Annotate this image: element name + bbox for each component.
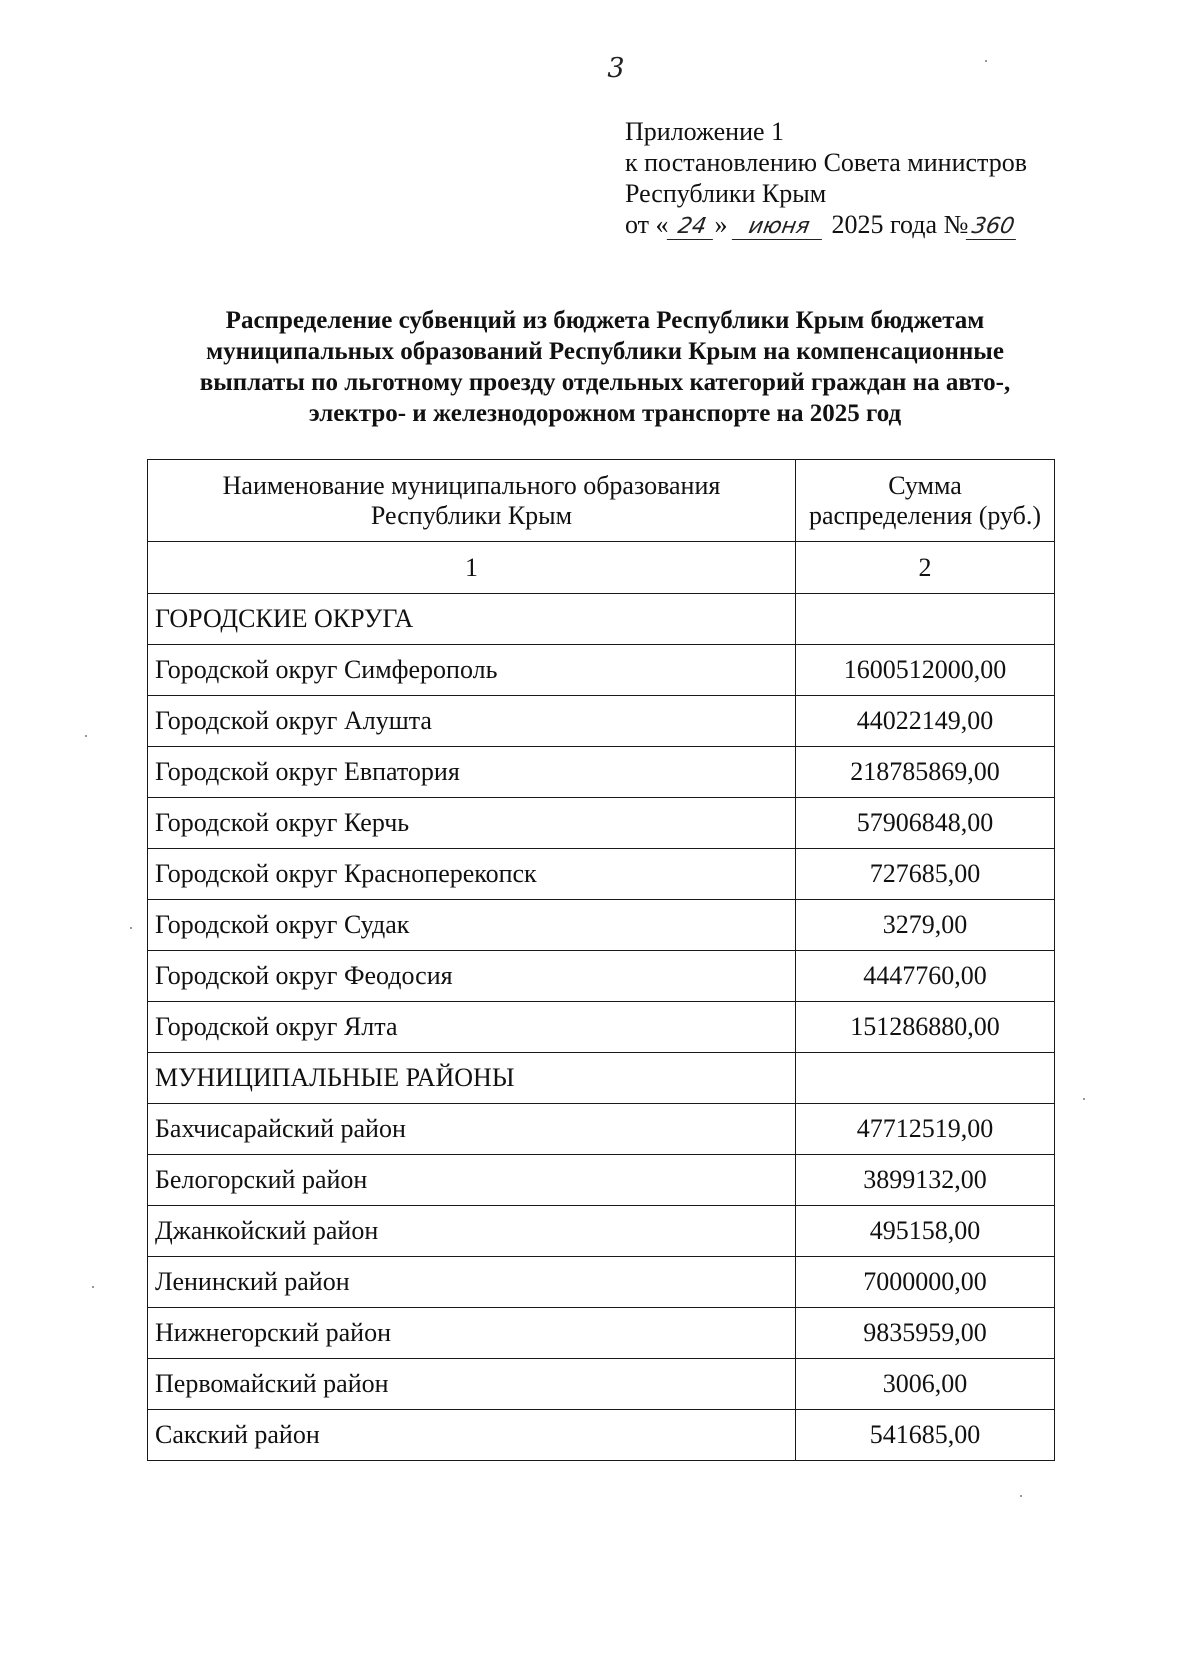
header-amount-cell bbox=[796, 460, 1055, 542]
page-number: 3 bbox=[607, 53, 625, 84]
municipality-name: Городской округ Феодосия bbox=[148, 951, 796, 1002]
appendix-date-line bbox=[625, 209, 1145, 240]
table-row bbox=[148, 645, 1055, 696]
handwritten-number: 360 bbox=[966, 215, 1020, 240]
table-row bbox=[148, 1359, 1055, 1410]
scan-speck bbox=[1083, 1098, 1085, 1100]
title-line: выплаты по льготному проезду отдельных категорий граждан на авто-, bbox=[199, 369, 1011, 396]
document-title bbox=[140, 305, 1070, 429]
handwritten-month: июня bbox=[731, 215, 825, 240]
table-row bbox=[148, 951, 1055, 1002]
header-name-line: Республики Крым bbox=[370, 500, 573, 530]
scan-speck bbox=[92, 1286, 94, 1288]
title-line: муниципальных образований Республики Крым на компенсационные bbox=[206, 338, 1004, 365]
handwritten-day: 24 bbox=[666, 215, 716, 240]
table-row bbox=[148, 1308, 1055, 1359]
municipality-name: Белогорский район bbox=[148, 1155, 796, 1206]
appendix-line: Приложение 1 bbox=[625, 117, 785, 146]
title-line: Распределение субвенций из бюджета Республики Крым бюджетам bbox=[225, 307, 985, 334]
municipality-name: Городской округ Симферополь bbox=[148, 645, 796, 696]
appendix-line: Республики Крым bbox=[625, 179, 827, 208]
table-row bbox=[148, 849, 1055, 900]
municipality-name: Нижнегорский район bbox=[148, 1308, 796, 1359]
distribution-amount: 57906848,00 bbox=[796, 798, 1055, 849]
distribution-amount: 7000000,00 bbox=[796, 1257, 1055, 1308]
date-prefix: от « bbox=[625, 210, 669, 239]
distribution-amount: 47712519,00 bbox=[796, 1104, 1055, 1155]
distribution-amount bbox=[796, 594, 1055, 645]
distribution-amount: 727685,00 bbox=[796, 849, 1055, 900]
table-row bbox=[148, 1410, 1055, 1461]
distribution-amount: 9835959,00 bbox=[796, 1308, 1055, 1359]
table-row bbox=[148, 1257, 1055, 1308]
distribution-amount: 151286880,00 bbox=[796, 1002, 1055, 1053]
distribution-table bbox=[147, 459, 1055, 1461]
municipality-name: Городской округ Красноперекопск bbox=[148, 849, 796, 900]
municipality-name: Бахчисарайский район bbox=[148, 1104, 796, 1155]
municipality-name: Городской округ Ялта bbox=[148, 1002, 796, 1053]
table-row bbox=[148, 1104, 1055, 1155]
header-amount-line: Сумма bbox=[888, 470, 962, 500]
distribution-amount: 4447760,00 bbox=[796, 951, 1055, 1002]
distribution-amount bbox=[796, 1053, 1055, 1104]
municipality-name: МУНИЦИПАЛЬНЫЕ РАЙОНЫ bbox=[148, 1053, 796, 1104]
distribution-amount: 218785869,00 bbox=[796, 747, 1055, 798]
municipality-name: Городской округ Судак bbox=[148, 900, 796, 951]
scan-speck bbox=[985, 60, 987, 62]
municipality-name: Городской округ Керчь bbox=[148, 798, 796, 849]
municipality-name: Джанкойский район bbox=[148, 1206, 796, 1257]
appendix-line: к постановлению Совета министров bbox=[625, 148, 1027, 177]
table-row bbox=[148, 747, 1055, 798]
distribution-amount: 3006,00 bbox=[796, 1359, 1055, 1410]
header-amount-line: распределения (руб.) bbox=[808, 500, 1042, 530]
municipality-name: Городской округ Алушта bbox=[148, 696, 796, 747]
table-header-row bbox=[148, 460, 1055, 542]
distribution-amount: 3279,00 bbox=[796, 900, 1055, 951]
table-row bbox=[148, 696, 1055, 747]
municipality-name: Ленинский район bbox=[148, 1257, 796, 1308]
appendix-block bbox=[625, 116, 1145, 240]
table-row bbox=[148, 594, 1055, 645]
distribution-amount: 541685,00 bbox=[796, 1410, 1055, 1461]
table-row bbox=[148, 900, 1055, 951]
table-row bbox=[148, 1002, 1055, 1053]
distribution-amount: 1600512000,00 bbox=[796, 645, 1055, 696]
scan-speck bbox=[1020, 1495, 1022, 1497]
table-body bbox=[148, 594, 1055, 1461]
municipality-name: Сакский район bbox=[148, 1410, 796, 1461]
table-row bbox=[148, 798, 1055, 849]
municipality-name: Городской округ Евпатория bbox=[148, 747, 796, 798]
column-number-row bbox=[148, 542, 1055, 594]
table-row bbox=[148, 1206, 1055, 1257]
distribution-amount: 495158,00 bbox=[796, 1206, 1055, 1257]
scan-speck bbox=[85, 735, 87, 737]
header-name-cell bbox=[148, 460, 796, 542]
distribution-amount: 44022149,00 bbox=[796, 696, 1055, 747]
header-name-line: Наименование муниципального образования bbox=[222, 470, 721, 500]
year-text: 2025 года № bbox=[831, 210, 969, 239]
distribution-amount: 3899132,00 bbox=[796, 1155, 1055, 1206]
scan-speck bbox=[130, 927, 132, 929]
municipality-name: ГОРОДСКИЕ ОКРУГА bbox=[148, 594, 796, 645]
quote-close: » bbox=[714, 210, 728, 239]
municipality-name: Первомайский район bbox=[148, 1359, 796, 1410]
table-row bbox=[148, 1053, 1055, 1104]
title-line: электро- и железнодорожном транспорте на 2025 год bbox=[308, 400, 902, 427]
column-number: 2 bbox=[796, 542, 1055, 594]
column-number: 1 bbox=[148, 542, 796, 594]
table-row bbox=[148, 1155, 1055, 1206]
